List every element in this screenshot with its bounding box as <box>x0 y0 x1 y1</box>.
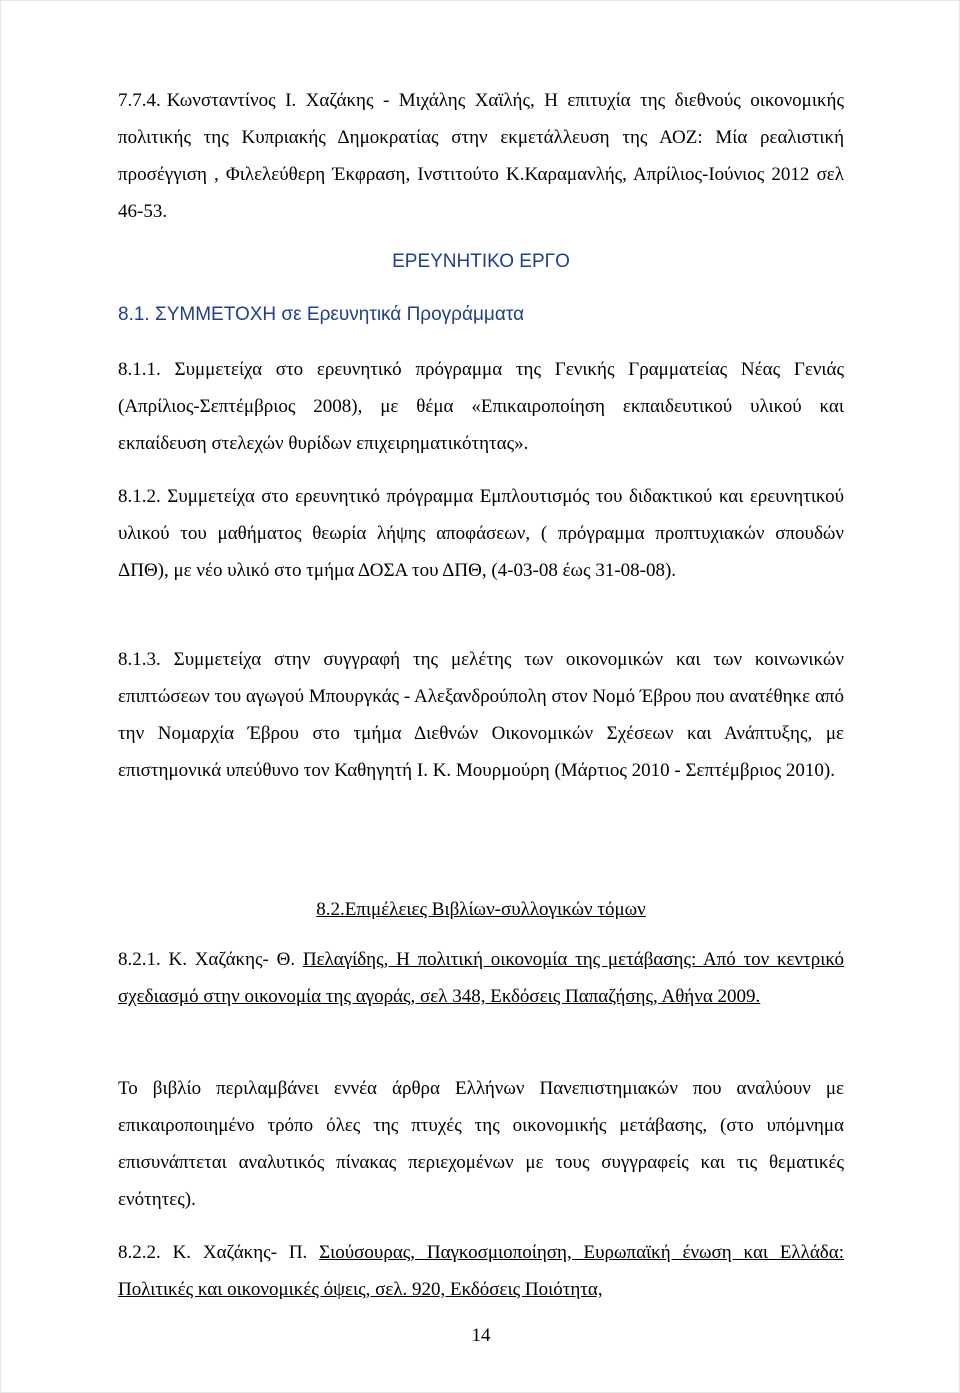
item-title: Σιούσουρας, Παγκοσμιοποίηση, Ευρωπαϊκή ένωση και Ελλάδα: Πολιτικές και οικονομικές όψεις, σελ. 920, Εκδόσεις Ποιότητα, <box>118 1242 844 1300</box>
edited-volume-8-2-1 <box>118 941 844 1015</box>
research-item-8-1-3 <box>118 641 844 789</box>
item-text: Συμμετείχα στο ερευνητικό πρόγραμμα Εμπλουτισμός του διδακτικού και ερευνητικού υλικού του μαθήματος θεωρία λήψης αποφάσεων, ( πρόγραμμα προπτυχιακών σπουδών ΔΠΘ), με νέο υλικό στο τμήμα ΔΟΣΑ του ΔΠΘ, (4-03-08 έως 31-08-08). <box>118 486 844 581</box>
publication-entry-7-7-4 <box>118 82 844 230</box>
section-8-2-heading <box>1 891 960 928</box>
item-number: 8.1.1. <box>118 359 161 380</box>
section-8-1-heading: 8.1. ΣΥΜΜΕΤΟΧΗ σε Ερευνητικά Προγράμματα <box>118 304 525 325</box>
item-title: Πελαγίδης, Η πολιτική οικονομία της μετάβασης: Από τον κεντρικό σχεδιασμό στην οικονομία της αγοράς, σελ 348, Εκδόσεις Παπαζήσης, Αθήνα 2009. <box>118 949 845 1007</box>
item-text: Συμμετείχα στο ερευνητικό πρόγραμμα της Γενικής Γραμματείας Νέας Γενιάς (Απρίλιος-Σεπτέμβριος 2008), με θέμα «Επικαιροποίηση εκπαιδευτικού υλικού και εκπαίδευση στελεχών θυρίδων επιχειρηματικότητας». <box>118 359 844 454</box>
research-item-8-1-1 <box>118 351 844 462</box>
edited-volume-8-2-1-description: Το βιβλίο περιλαμβάνει εννέα άρθρα Ελλήνων Πανεπιστημιακών που αναλύουν με επικαιροποιημένο τρόπο όλες της πτυχές της οικονομικής μετάβασης, (στο υπόμνημα επισυνάπτεται αναλυτικός πίνακας περιεχομένων με τους συγγραφείς και τις θεματικές ενότητες). <box>118 1078 844 1210</box>
entry-text: Κωνσταντίνος Ι. Χαζάκης - Μιχάλης Χαϊλής, Η επιτυχία της διεθνούς οικονομικής πολιτικής της Κυπριακής Δημοκρατίας στην εκμετάλλευση της ΑΟΖ: Μία ρεαλιστική προσέγγιση , Φιλελεύθερη Έκφραση, Ινστιτούτο Κ.Καραμανλής, Απρίλιος-Ιούνιος 2012 σελ 46-53. <box>118 90 844 222</box>
item-number: 8.1.2. <box>118 486 161 507</box>
item-authors: Κ. Χαζάκης- Π. <box>172 1242 308 1263</box>
item-number: 8.2.1. <box>118 949 161 970</box>
research-item-8-1-2 <box>118 478 844 589</box>
entry-number: 7.7.4. <box>118 90 161 111</box>
edited-volume-8-2-2 <box>118 1234 844 1308</box>
item-authors: Κ. Χαζάκης- Θ. <box>168 949 296 970</box>
item-text: Συμμετείχα στην συγγραφή της μελέτης των οικονομικών και των κοινωνικών επιπτώσεων του αγωγού Μπουργκάς - Αλεξανδρούπολη στον Νομό Έβρου που ανατέθηκε από την Νομαρχία Έβρου στο τμήμα Διεθνών Οικονομικών Σχέσεων και Ανάπτυξης, με επιστημονικά υπεύθυνο τον Καθηγητή Ι. Κ. Μουρμούρη (Μάρτιος 2010 - Σεπτέμβριος 2010). <box>118 649 844 781</box>
section-8-2-heading-text: 8.2.Επιμέλειες Βιβλίων-συλλογικών τόμων <box>316 899 646 920</box>
page-number: 14 <box>471 1325 491 1346</box>
research-work-heading: ΕΡΕΥΝΗΤΙΚΟ ΕΡΓΟ <box>392 251 570 272</box>
item-number: 8.2.2. <box>118 1242 161 1263</box>
item-number: 8.1.3. <box>118 649 161 670</box>
